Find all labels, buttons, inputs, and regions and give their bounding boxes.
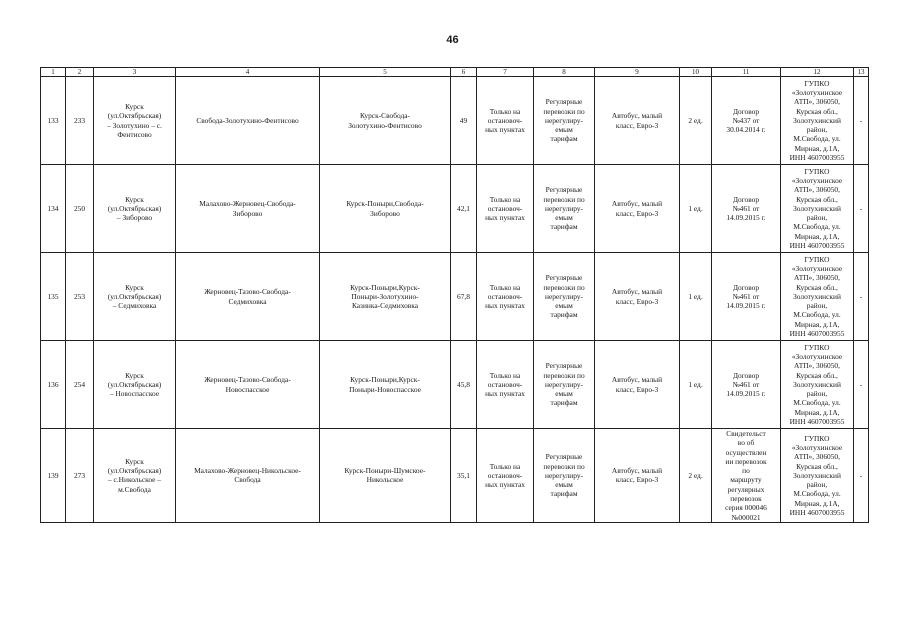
cell-stop-order (477, 253, 534, 341)
cell-line: Договор (732, 106, 760, 116)
cell-line: район, (806, 480, 828, 490)
cell-line: Золотухинский (793, 203, 841, 213)
cell-line: Курская обл., (796, 282, 838, 292)
cell-streets-roads (320, 253, 451, 341)
table-row (41, 429, 869, 523)
cell-intermediate-stops (176, 341, 320, 429)
cell-line: Зиборово (370, 208, 400, 218)
cell-line: Курск (125, 370, 144, 380)
cell-line: нерегулиру- (544, 379, 583, 389)
cell-line: №461 от (732, 203, 760, 213)
cell-line: (ул.Октябрьская) (107, 379, 162, 389)
cell-line: перевозки по (543, 370, 585, 380)
cell-intermediate-stops (176, 165, 320, 253)
column-number-1: 1 (41, 68, 66, 77)
cell-notes: - (854, 341, 869, 429)
cell-line: емым (555, 213, 573, 223)
cell-line: «Золотухинское (791, 263, 843, 273)
cell-line: Курск (125, 194, 144, 204)
cell-line: тарифам (550, 489, 578, 499)
cell-route-length: 45,8 (451, 341, 477, 429)
cell-document (712, 165, 781, 253)
cell-line: Только на (489, 194, 521, 204)
cell-line: ГУПКО (804, 254, 830, 264)
cell-row-index: 135 (41, 253, 66, 341)
cell-line: №437 от (732, 115, 760, 125)
cell-document (712, 341, 781, 429)
cell-line: М.Свобода, ул. (793, 134, 841, 144)
cell-line: АТП», 306050, (794, 361, 840, 371)
cell-streets-roads (320, 341, 451, 429)
cell-line: АТП», 306050, (794, 97, 840, 107)
column-number-12: 12 (781, 68, 854, 77)
cell-line: перевозки по (543, 461, 585, 471)
cell-vehicle-count: 2 ед. (680, 77, 712, 165)
cell-row-index: 139 (41, 429, 66, 523)
cell-line: тарифам (550, 310, 578, 320)
cell-document (712, 429, 781, 523)
cell-line: Регулярные (545, 97, 583, 107)
cell-line: Золотухинский (793, 115, 841, 125)
cell-line: класс, Евро-3 (615, 208, 659, 218)
column-number-row (41, 68, 869, 77)
table-row (41, 165, 869, 253)
cell-route-length: 49 (451, 77, 477, 165)
cell-line: АТП», 306050, (794, 185, 840, 195)
cell-line: Малахово-Жерновец-Свобода- (199, 199, 296, 209)
cell-line: перевозок (730, 494, 762, 504)
cell-line: Регулярные (545, 273, 583, 283)
cell-line: Курская обл., (796, 194, 838, 204)
cell-line: (ул.Октябрьская) (107, 111, 162, 121)
cell-line: перевозки по (543, 282, 585, 292)
cell-line: «Золотухинское (791, 175, 843, 185)
cell-line: ных пунктах (485, 389, 525, 399)
cell-line: ГУПКО (804, 166, 830, 176)
cell-line: ГУПКО (804, 78, 830, 88)
cell-line: ных пунктах (485, 480, 525, 490)
page-number: 46 (446, 34, 459, 46)
cell-route-name (94, 77, 176, 165)
cell-line: нерегулиру- (544, 203, 583, 213)
routes-table (40, 67, 869, 523)
column-number-3: 3 (94, 68, 176, 77)
cell-stop-order (477, 165, 534, 253)
cell-route-name (94, 341, 176, 429)
cell-line: «Золотухинское (791, 351, 843, 361)
cell-vehicle-class (595, 77, 680, 165)
cell-line: Автобус, малый (611, 466, 663, 476)
cell-line: ИНН 4607003955 (789, 241, 845, 251)
cell-line: ИНН 4607003955 (789, 153, 845, 163)
cell-line: 30.04.2014 г. (726, 125, 766, 135)
cell-line: тарифам (550, 134, 578, 144)
cell-route-number: 233 (66, 77, 94, 165)
column-number-4: 4 (176, 68, 320, 77)
cell-line: нерегулиру- (544, 291, 583, 301)
cell-line: остановоч- (487, 470, 523, 480)
column-number-9: 9 (595, 68, 680, 77)
cell-line: Зиборово (232, 208, 263, 218)
cell-line: ГУПКО (804, 342, 830, 352)
cell-transport-type (534, 341, 595, 429)
cell-line: Жерновец-Тазово-Свобода- (204, 375, 291, 385)
cell-line: регулярных (727, 484, 765, 494)
cell-route-name (94, 429, 176, 523)
cell-line: Курск (125, 456, 144, 466)
cell-intermediate-stops (176, 253, 320, 341)
cell-vehicle-count: 1 ед. (680, 341, 712, 429)
cell-transport-type (534, 429, 595, 523)
column-number-13: 13 (854, 68, 869, 77)
cell-carrier (781, 341, 854, 429)
cell-line: АТП», 306050, (794, 273, 840, 283)
cell-intermediate-stops (176, 429, 320, 523)
cell-vehicle-count: 2 ед. (680, 429, 712, 523)
cell-line: М.Свобода, ул. (793, 398, 841, 408)
cell-carrier (781, 77, 854, 165)
cell-line: осуществлен (725, 447, 767, 457)
cell-line: район, (806, 389, 828, 399)
cell-line: №461 от (732, 379, 760, 389)
cell-line: ГУПКО (804, 433, 830, 443)
cell-line: Договор (732, 370, 760, 380)
cell-line: Курская обл., (796, 461, 838, 471)
cell-vehicle-count: 1 ед. (680, 253, 712, 341)
cell-line: – Золотухино – с. (107, 120, 162, 130)
cell-line: Мирная, д.1А, (794, 319, 840, 329)
cell-line: Мирная, д.1А, (794, 498, 840, 508)
cell-route-number: 250 (66, 165, 94, 253)
cell-line: Договор (732, 282, 760, 292)
cell-line: М.Свобода, ул. (793, 489, 841, 499)
cell-line: Золотухинский (793, 470, 841, 480)
cell-line: Новоспасское (225, 384, 270, 394)
cell-line: Только на (489, 370, 521, 380)
cell-line: Никольское (366, 475, 404, 485)
cell-line: Золотухинский (793, 379, 841, 389)
cell-line: Свидетельст (726, 429, 766, 438)
cell-line: Седмиховка (228, 296, 267, 306)
cell-line: Курская обл., (796, 370, 838, 380)
cell-route-length: 67,8 (451, 253, 477, 341)
cell-line: Автобус, малый (611, 199, 663, 209)
cell-line: М.Свобода, ул. (793, 222, 841, 232)
cell-line: класс, Евро-3 (615, 120, 659, 130)
cell-line: «Золотухинское (791, 442, 843, 452)
cell-stop-order (477, 429, 534, 523)
cell-line: – Седмиховка (112, 301, 157, 311)
cell-line: 14.09.2015 г. (726, 213, 766, 223)
cell-line: – с.Никольское – (108, 475, 161, 485)
table-row (41, 77, 869, 165)
cell-line: Жерновец-Тазово-Свобода- (204, 287, 291, 297)
cell-vehicle-count: 1 ед. (680, 165, 712, 253)
cell-route-length: 42,1 (451, 165, 477, 253)
cell-line: емым (555, 301, 573, 311)
cell-line: Курская обл., (796, 106, 838, 116)
cell-line: Курск-Поныри,Свобода- (346, 199, 424, 209)
cell-line: Автобус, малый (611, 375, 663, 385)
cell-line: перевозки по (543, 106, 585, 116)
cell-route-length: 35,1 (451, 429, 477, 523)
cell-line: район, (806, 301, 828, 311)
cell-line: АТП», 306050, (794, 452, 840, 462)
cell-line: Мирная, д.1А, (794, 407, 840, 417)
cell-line: ии перевозок (725, 456, 767, 466)
cell-line: Поныри-Новоспасское (349, 384, 421, 394)
cell-streets-roads (320, 165, 451, 253)
cell-line: Фентисово (117, 129, 152, 139)
table-header (41, 68, 869, 77)
cell-line: (ул.Октябрьская) (107, 291, 162, 301)
cell-line: Свобода (234, 475, 261, 485)
cell-carrier (781, 253, 854, 341)
column-number-11: 11 (712, 68, 781, 77)
cell-line: ных пунктах (485, 213, 525, 223)
cell-line: Курск (125, 282, 144, 292)
cell-line: 14.09.2015 г. (726, 389, 766, 399)
cell-transport-type (534, 165, 595, 253)
cell-line: во об (737, 438, 755, 448)
cell-stop-order (477, 341, 534, 429)
cell-line: ИНН 4607003955 (789, 508, 845, 518)
cell-line: Мирная, д.1А, (794, 143, 840, 153)
table-row (41, 253, 869, 341)
cell-line: Казинка-Седмиховка (351, 301, 419, 311)
cell-line: остановоч- (487, 203, 523, 213)
cell-line: остановоч- (487, 115, 523, 125)
column-number-8: 8 (534, 68, 595, 77)
cell-line: Автобус, малый (611, 287, 663, 297)
cell-line: Свобода-Золотухино-Фентисово (196, 115, 299, 125)
cell-notes: - (854, 77, 869, 165)
cell-line: серия 000046 (725, 503, 767, 513)
cell-streets-roads (320, 429, 451, 523)
cell-line: остановоч- (487, 291, 523, 301)
cell-route-number: 273 (66, 429, 94, 523)
cell-line: перевозки по (543, 194, 585, 204)
cell-line: ИНН 4607003955 (789, 417, 845, 427)
cell-line: Курск-Поныри-Шумское- (344, 466, 426, 476)
column-number-10: 10 (680, 68, 712, 77)
cell-line: район, (806, 125, 828, 135)
cell-line: остановоч- (487, 379, 523, 389)
cell-line: «Золотухинское (791, 87, 843, 97)
cell-line: по (742, 466, 750, 476)
column-number-6: 6 (451, 68, 477, 77)
cell-route-number: 253 (66, 253, 94, 341)
cell-line: №000021 (731, 512, 761, 522)
column-number-5: 5 (320, 68, 451, 77)
cell-line: ных пунктах (485, 125, 525, 135)
cell-intermediate-stops (176, 77, 320, 165)
cell-line: (ул.Октябрьская) (107, 203, 162, 213)
cell-line: 14.09.2015 г. (726, 301, 766, 311)
cell-line: Автобус, малый (611, 111, 663, 121)
cell-line: Золотухинский (793, 291, 841, 301)
cell-line: Мирная, д.1А, (794, 231, 840, 241)
cell-line: тарифам (550, 222, 578, 232)
cell-transport-type (534, 253, 595, 341)
cell-streets-roads (320, 77, 451, 165)
cell-transport-type (534, 77, 595, 165)
cell-route-name (94, 253, 176, 341)
cell-row-index: 136 (41, 341, 66, 429)
cell-line: емым (555, 125, 573, 135)
cell-line: тарифам (550, 398, 578, 408)
cell-line: Курск-Поныри,Курск- (350, 282, 420, 292)
cell-line: Курск (125, 101, 144, 111)
cell-line: м.Свобода (118, 484, 151, 494)
cell-line: Золотухино-Фентисово (348, 120, 422, 130)
cell-line: М.Свобода, ул. (793, 310, 841, 320)
cell-line: Курск-Поныри,Курск- (350, 375, 420, 385)
cell-vehicle-class (595, 429, 680, 523)
cell-line: класс, Евро-3 (615, 384, 659, 394)
cell-stop-order (477, 77, 534, 165)
cell-line: Только на (489, 461, 521, 471)
cell-line: маршруту (730, 475, 762, 485)
cell-line: Малахово-Жерновец-Никольское- (194, 466, 301, 476)
cell-line: Регулярные (545, 185, 583, 195)
cell-carrier (781, 429, 854, 523)
cell-line: Поныри-Золотухино- (351, 291, 419, 301)
cell-route-number: 254 (66, 341, 94, 429)
column-number-7: 7 (477, 68, 534, 77)
cell-notes: - (854, 165, 869, 253)
cell-vehicle-class (595, 341, 680, 429)
cell-document (712, 253, 781, 341)
cell-notes: - (854, 253, 869, 341)
cell-line: класс, Евро-3 (615, 296, 659, 306)
cell-line: Регулярные (545, 452, 583, 462)
cell-line: (ул.Октябрьская) (107, 466, 162, 476)
cell-line: класс, Евро-3 (615, 475, 659, 485)
cell-line: Курск-Свобода- (360, 111, 410, 121)
table-body (41, 77, 869, 523)
cell-line: – Новоспасское (109, 389, 160, 399)
cell-vehicle-class (595, 253, 680, 341)
cell-notes: - (854, 429, 869, 523)
cell-line: Только на (489, 106, 521, 116)
cell-line: емым (555, 480, 573, 490)
cell-vehicle-class (595, 165, 680, 253)
cell-line: – Зиборово (116, 213, 153, 223)
cell-line: ИНН 4607003955 (789, 329, 845, 339)
cell-carrier (781, 165, 854, 253)
column-number-2: 2 (66, 68, 94, 77)
cell-line: нерегулиру- (544, 470, 583, 480)
cell-route-name (94, 165, 176, 253)
cell-line: Регулярные (545, 361, 583, 371)
cell-line: район, (806, 213, 828, 223)
cell-line: Только на (489, 282, 521, 292)
cell-document (712, 77, 781, 165)
cell-line: нерегулиру- (544, 115, 583, 125)
cell-line: №461 от (732, 291, 760, 301)
cell-line: емым (555, 389, 573, 399)
cell-line: Договор (732, 194, 760, 204)
cell-row-index: 134 (41, 165, 66, 253)
cell-row-index: 133 (41, 77, 66, 165)
table-row (41, 341, 869, 429)
cell-line: ных пунктах (485, 301, 525, 311)
